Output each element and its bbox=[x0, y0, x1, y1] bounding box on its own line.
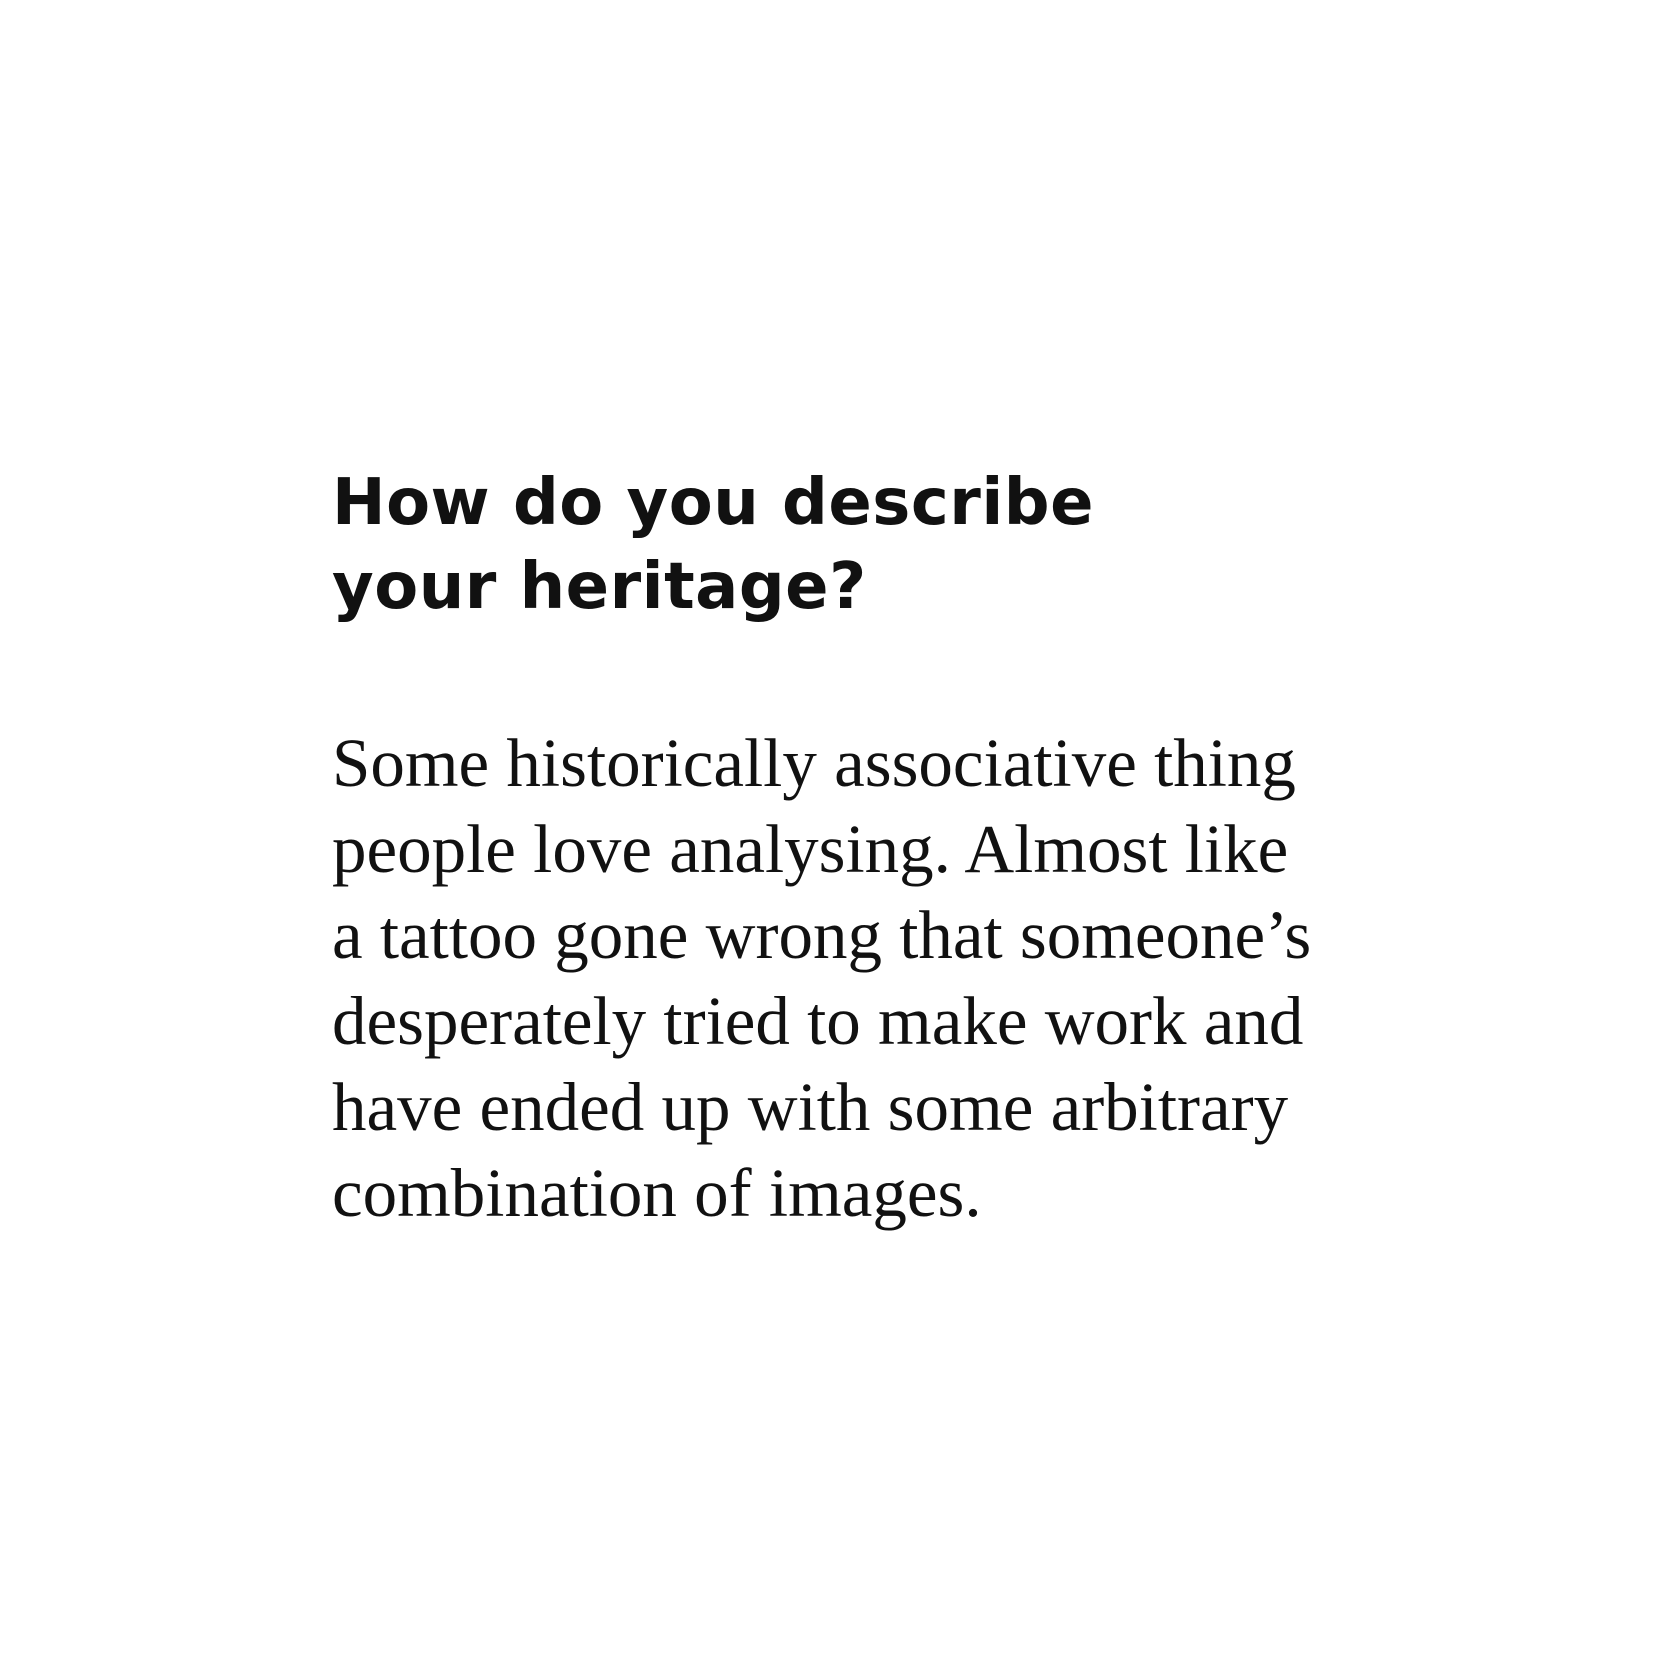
paragraph-line: people love analysing. Almost like bbox=[332, 811, 1289, 887]
heading-line: your heritage? bbox=[332, 550, 867, 624]
paragraph-line: Some historically associative thing bbox=[332, 725, 1296, 801]
paragraph-line: a tattoo gone wrong that someone’s bbox=[332, 897, 1312, 973]
heading-line: How do you describe bbox=[332, 466, 1094, 540]
paragraph-line: have ended up with some arbitrary bbox=[332, 1069, 1289, 1145]
answer-paragraph bbox=[332, 720, 1392, 1236]
paragraph-line: combination of images. bbox=[332, 1155, 982, 1231]
paragraph-line: desperately tried to make work and bbox=[332, 983, 1304, 1059]
question-heading bbox=[332, 461, 1332, 629]
